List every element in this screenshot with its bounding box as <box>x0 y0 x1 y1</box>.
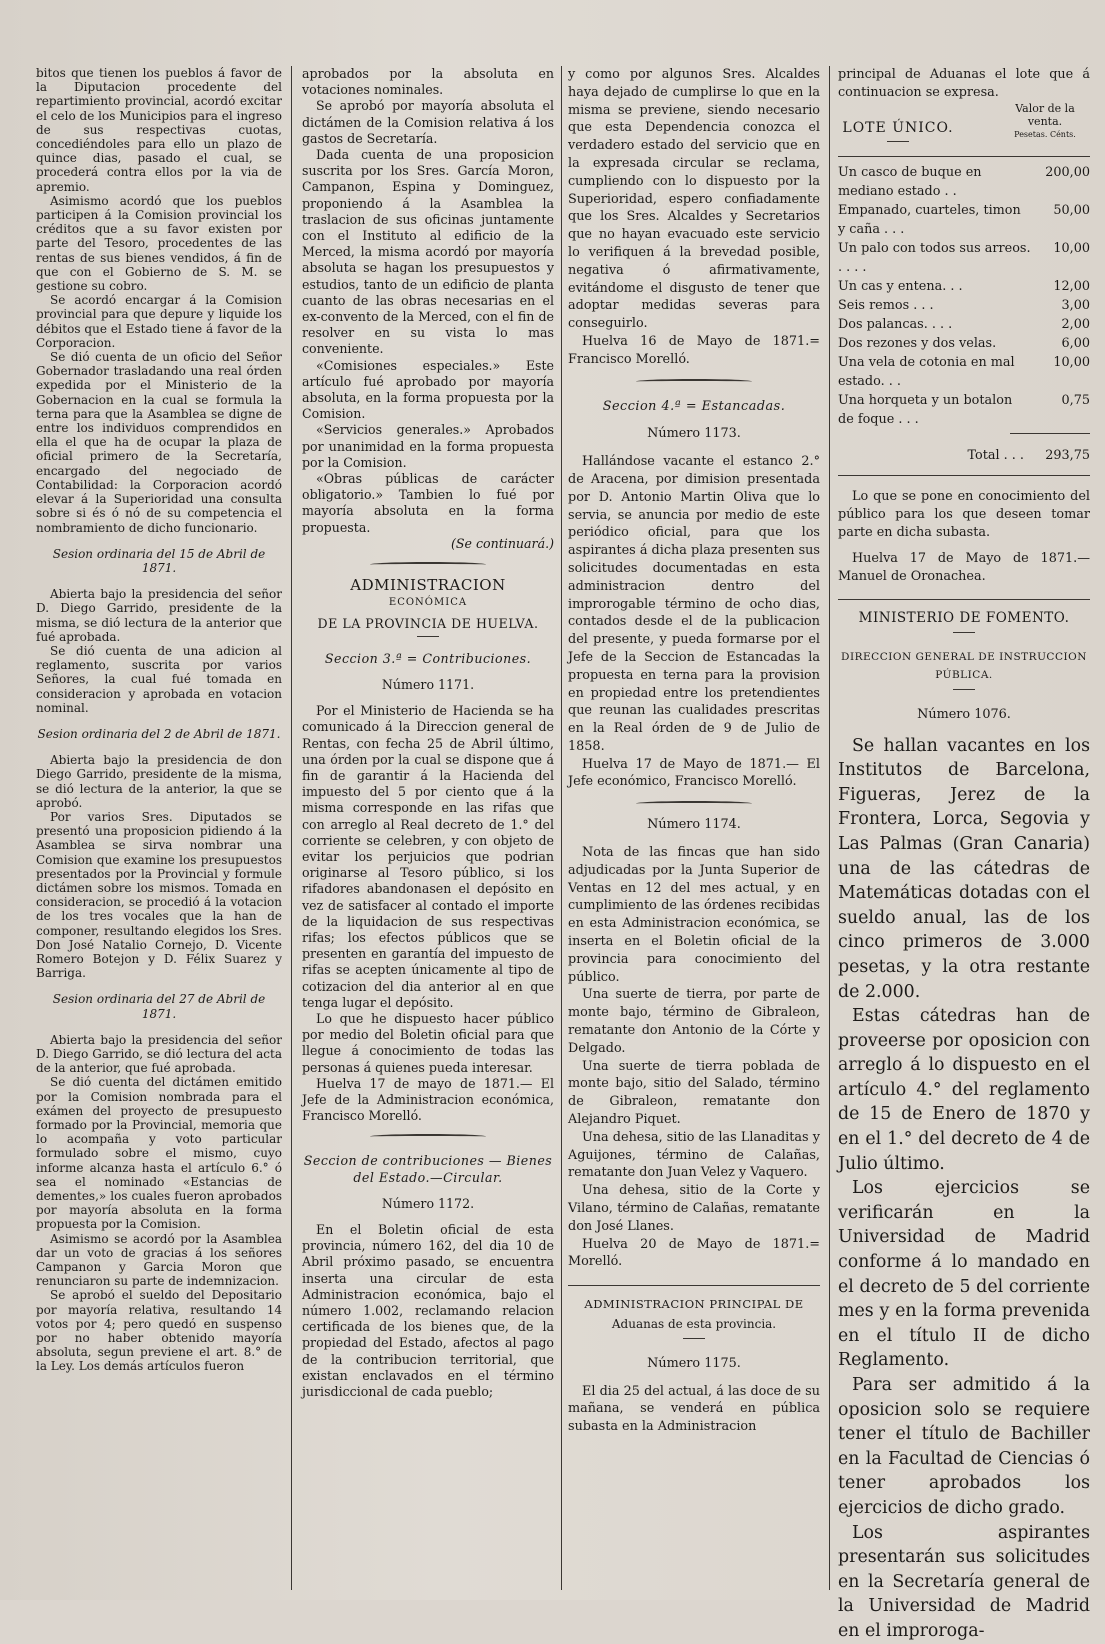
column-2 <box>302 66 554 1590</box>
paragraph: Asimismo acordó que los pueblos participen á la Comision provincial los créditos que a su favor existen por parte del Tesoro, procedentes de las rentas de sus bienes vendidos, á fin de que con el Gobierno de S. M. se gestione su cobro. <box>36 193 282 294</box>
separator <box>887 141 909 142</box>
column-1 <box>36 66 282 1590</box>
paragraph: Huelva 17 de Mayo de 1871.— Manuel de Oronachea. <box>838 550 1090 584</box>
column-rule <box>291 66 292 1590</box>
item-desc: Dos palancas. . . . <box>838 317 953 333</box>
separator <box>838 156 1090 157</box>
notice-number: Número 1174. <box>647 817 741 833</box>
paragraph: Huelva 17 de mayo de 1871.— El Jefe de la Administracion económica, Francisco Morelló. <box>302 1075 554 1124</box>
section-subtitle: ECONÓMICA <box>388 597 468 609</box>
value-label: Valor de la venta. <box>1015 101 1075 128</box>
separator <box>370 562 486 567</box>
item-desc: Un palo con todos sus arreos. . . . . <box>838 241 1031 276</box>
column-3 <box>568 66 820 1590</box>
item-value: 10,00 <box>1053 241 1090 257</box>
item-desc: Seis remos . . . <box>838 298 934 314</box>
paragraph: Una dehesa, sitio de las Llanaditas y Aguijones, término de Calañas, rematante don Juan Velez y Vaquero. <box>568 1129 820 1181</box>
separator <box>953 689 975 690</box>
paragraph: Los aspirantes presentarán sus solicitudes en la Secretaría general de la Universidad de Madrid en el improroga- <box>838 1522 1090 1641</box>
column-4 <box>838 66 1090 1641</box>
continued-note: (Se continuará.) <box>450 535 554 551</box>
separator <box>1010 433 1090 434</box>
paragraph: principal de Aduanas el lote que á continuacion se expresa. <box>838 67 1090 100</box>
paragraph: Se dió cuenta de un oficio del Señor Gobernador trasladando una real órden expedida por el Ministerio de la Gobernacion en la cual se formula la terna para que la Asamblea se digne de entre los individuos comprendidos en ella el que ha de ocupar la plaza de oficial primero de la Secretaría, encargado del negociado de Contabilidad: la Corporacion acordó elevar á la Superioridad una consulta sobre si és ó nó de su competencia el nombramiento de dicho funcionario. <box>36 350 282 535</box>
paragraph: Se dió cuenta del dictámen emitido por la Comision nombrada para el exámen del proyecto de presupuesto formado por la Provincial, memoria que lo acompaña y voto particular formulado sobre el mismo, cuyo informe alcanza hasta el artículo 6.° ó sea el nominado «Estancias de dementes,» los cuales fueron aprobados por mayoría absoluta en la forma propuesta por la Comision. <box>36 1075 282 1232</box>
separator <box>953 632 975 633</box>
separator <box>370 1134 486 1139</box>
item-value: 3,00 <box>1061 298 1090 314</box>
item-desc: Dos rezones y dos velas. <box>838 336 997 352</box>
session-heading: Sesion ordinaria del 2 de Abril de 1871. <box>37 726 281 741</box>
item-value: 200,00 <box>1045 165 1090 181</box>
paragraph: Abierta bajo la presidencia de don Diego Garrido, presidente de la misma, se dió lectura de la anterior, la que se aprobó. <box>36 753 282 810</box>
separator <box>568 1285 820 1286</box>
column-rule <box>561 66 562 1590</box>
paragraph: Se aprobó el sueldo del Depositario por mayoría relativa, resultando 14 votos por 4; pero quedó en suspenso por no haber obtenido mayoría absoluta, segun previene el art. 8.° de la Ley. Los demás artículos fueron <box>36 1288 282 1374</box>
paragraph: Nota de las fincas que han sido adjudicadas por la Junta Superior de Ventas en 12 del mes actual, y en cumplimiento de las órdenes recibidas en esta Administracion económica, se inserta en el Boletin oficial de la provincia para conocimiento del público. <box>568 845 820 985</box>
lot-item <box>838 334 1090 353</box>
notice-number: Número 1076. <box>917 706 1011 722</box>
paragraph: «Servicios generales.» Aprobados por unanimidad en la forma propuesta por la Comision. <box>302 422 554 470</box>
notice-number: Número 1175. <box>647 1355 741 1371</box>
lot-total <box>838 446 1090 465</box>
separator <box>838 599 1090 600</box>
lot-item <box>838 353 1090 391</box>
paragraph: y como por algunos Sres. Alcaldes haya dejado de cumplirse lo que en la misma se previene, siendo necesario que esta Dependencia conozca el verdadero estado del servicio que en la expresada circular se reclama, cumpliendo con lo dispuesto por la Superioridad, espero confiadamente que los Sres. Alcaldes y Secretarios que no hayan evacuado este servicio lo verifiquen á la brevedad posible, negativa ó afirmativamente, evitándome el disgusto de tener que adoptar medidas severas para conseguirlo. <box>568 67 820 332</box>
session-heading: Sesion ordinaria del 27 de Abril de 1871. <box>52 992 266 1021</box>
paragraph: Abierta bajo la presidencia del señor D. Diego Garrido, se dió lectura del acta de la anterior, que fué aprobada. <box>36 1032 282 1076</box>
paragraph: Una dehesa, sitio de la Corte y Vilano, término de Calañas, rematante don José Llanes. <box>568 1183 820 1234</box>
total-value: 293,75 <box>1045 448 1090 464</box>
paragraph: Los ejercicios se verificarán en la Universidad de Madrid conforme á lo mandado en el decreto de 5 del corriente mes y en la forma prevenida en el título II de dicho Reglamento. <box>838 1178 1090 1371</box>
paragraph: El dia 25 del actual, á las doce de su mañana, se venderá en pública subasta en la Administracion <box>568 1383 820 1435</box>
section-subtitle: Aduanas de esta provincia. <box>611 1317 777 1331</box>
paragraph: En el Boletin oficial de esta provincia, número 162, del dia 10 de Abril próximo pasado, se encuentra inserta una circular de esta Administracion económica, bajo el número 1.002, reclamando relacion certificada de los bienes que, de la propiedad del Estado, afectos al pago de la contribucion territorial, que existan enclavados en el término jurisdiccional de cada pueblo; <box>302 1222 554 1400</box>
separator <box>636 379 752 384</box>
notice-number: Número 1171. <box>381 676 475 692</box>
notice-number: Número 1172. <box>381 1195 475 1211</box>
notice-number: Número 1173. <box>647 426 741 442</box>
paragraph: Por varios Sres. Diputados se presentó una proposicion pidiendo á la Asamblea se sirva nombrar una Comision que examine los presupuestos presentados por la Provincial y formule dictámen sobre los mismos. Tomada en consideracion, se procedió á la votacion de los tres vocales que la han de componer, resultando elegidos los Sres. Don José Natalio Cornejo, D. Vicente Romero Botejon y D. Félix Suarez y Barriga. <box>36 809 282 981</box>
item-desc: Una horqueta y un botalon de foque . . . <box>838 393 1013 428</box>
item-value: 50,00 <box>1053 203 1090 219</box>
value-units: Pesetas. Cénts. <box>1014 129 1076 139</box>
section-title: DE LA PROVINCIA DE HUELVA. <box>317 615 539 631</box>
item-desc: Empanado, cuarteles, timon y caña . . . <box>838 203 1021 238</box>
paragraph: Una suerte de tierra poblada de monte bajo, sitio del Salado, término de Gibraleon, rematante don Alejandro Piquet. <box>568 1058 820 1128</box>
lot-item <box>838 391 1090 429</box>
section-title: MINISTERIO DE FOMENTO. <box>858 610 1070 627</box>
section-heading: Seccion de contribuciones — Bienes del Estado.—Circular. <box>303 1153 553 1185</box>
section-subtitle: DIRECCION GENERAL DE INSTRUCCION PÚBLICA. <box>841 651 1087 681</box>
lot-item <box>838 163 1090 201</box>
separator <box>417 636 439 637</box>
lot-item <box>838 239 1090 277</box>
item-desc: Un casco de buque en mediano estado . . <box>838 165 982 200</box>
lot-title: LOTE ÚNICO. <box>842 119 954 136</box>
item-value: 10,00 <box>1053 355 1090 371</box>
separator <box>636 801 752 806</box>
paragraph: bitos que tienen los pueblos á favor de la Diputacion procedente del repartimiento provincial, acordó excitar el celo de los Municipios para el ingreso de sus respectivas cuotas, concediéndoles para ello un plazo de quince dias, pasado el cual, se procederá contra ellos por la via de apremio. <box>36 66 282 194</box>
section-heading: Seccion 3.ª = Contribuciones. <box>324 650 532 666</box>
lot-header <box>838 102 1090 147</box>
paragraph: Se hallan vacantes en los Institutos de Barcelona, Figueras, Jerez de la Frontera, Lorca, Segovia y Las Palmas (Gran Canaria) una de las cátedras de Matemáticas dotadas con el sueldo anual, las de los cinco primeros de 3.000 pesetas, y la otra restante de 2.000. <box>838 735 1090 1002</box>
paragraph: Se aprobó por mayoría absoluta el dictámen de la Comision relativa á los gastos de Secretaría. <box>302 98 554 146</box>
paragraph: Hallándose vacante el estanco 2.° de Aracena, por dimision presentada por D. Antonio Martin Oliva que lo servia, se anuncia por medio de este periódico oficial, para que los aspirantes á dicha plaza presenten sus solicitudes documentadas en esta administracion dentro del improrogable término de ocho dias, contados desde el de la publicacion del presente, y pueda formarse por el Jefe de la Seccion de Estancadas la propuesta en terna para la provision en propiedad entre los pretendientes que reunan las cualidades prescritas en la Real órden de 9 de Julio de 1858. <box>568 454 820 754</box>
lot-item <box>838 201 1090 239</box>
paragraph: Se acordó encargar á la Comision provincial para que depure y liquide los débitos que el Estado tiene á favor de la Corporacion. <box>36 293 282 350</box>
column-rule <box>829 66 830 1590</box>
paragraph: Huelva 20 de Mayo de 1871.= Morelló. <box>568 1236 820 1270</box>
paragraph: Estas cátedras han de proveerse por oposicion con arreglo á lo dispuesto en el artículo 4.° del reglamento de 15 de Enero de 1870 y en el 1.° del decreto de 4 de Julio último. <box>838 1006 1090 1174</box>
session-heading: Sesion ordinaria del 15 de Abril de 1871. <box>52 546 266 575</box>
section-title: ADMINISTRACION PRINCIPAL DE <box>584 1297 804 1312</box>
paragraph: Abierta bajo la presidencia del señor D. Diego Garrido, presidente de la misma, se dió lectura de la anterior que fué aprobada. <box>36 587 282 644</box>
item-value: 6,00 <box>1061 336 1090 352</box>
paragraph: Para ser admitido á la oposicion solo se requiere tener el título de Bachiller en la Facultad de Ciencias ó tener aprobados los ejercicios de dicho grado. <box>838 1375 1090 1518</box>
paragraph: aprobados por la absoluta en votaciones nominales. <box>302 66 554 98</box>
paragraph: Una suerte de tierra, por parte de monte bajo, término de Gibraleon, rematante don Antonio de la Córte y Delgado. <box>568 987 820 1056</box>
lot-item <box>838 315 1090 334</box>
item-desc: Un cas y entena. . . <box>838 279 963 295</box>
paragraph: Asimismo se acordó por la Asamblea dar un voto de gracias á los señores Campanon y Garcia Moron que renunciaron su parte de indemnizacion. <box>36 1231 282 1289</box>
paragraph: Se dió cuenta de una adicion al reglamento, suscrita por varios Señores, la cual fué tomada en consideracion y aprobada en votacion nominal. <box>36 643 282 715</box>
lot-item <box>838 277 1090 296</box>
section-title: ADMINISTRACION <box>350 576 506 595</box>
paragraph: «Comisiones especiales.» Este artículo fué aprobado por mayoría absoluta, en la forma propuesta por la Comision. <box>302 357 554 422</box>
total-label: Total . . . <box>967 448 1024 464</box>
paragraph: Huelva 17 de Mayo de 1871.— El Jefe económico, Francisco Morelló. <box>568 756 820 790</box>
paragraph: Dada cuenta de una proposicion suscrita por los Sres. García Moron, Campanon, Espina y Dominguez, proponiendo á la Asamblea la traslacion de sus oficinas juntamente con el Instituto al edificio de la Merced, la misma acordó por mayoría absoluta se hagan los presupuestos y estudios, tanto de un edificio de planta cuanto de las obras necesarias en el ex-convento de la Merced, con el fin de resolver en su vista lo mas conveniente. <box>302 147 554 357</box>
value-header <box>1000 102 1090 141</box>
separator <box>838 475 1090 476</box>
lot-item <box>838 296 1090 315</box>
lot-items <box>838 163 1090 429</box>
item-value: 2,00 <box>1061 317 1090 333</box>
paragraph: Por el Ministerio de Hacienda se ha comunicado á la Direccion general de Rentas, con fecha 25 de Abril último, una órden por la cual se dispone que á fin de garantir á la Hacienda del impuesto del 5 por ciento que á la misma corresponde en las rifas que con arreglo al Real decreto de 1.° del corriente se celebren, y con objeto de evitar los perjuicios que podrian originarse al Tesoro público, si los rifadores abandonasen el depósito en vez de satisfacer al contado el importe de la liquidacion de sus respectivas rifas; los efectos públicos que se presenten en garantía del impuesto de rifas se acepten únicamente al tipo de cotizacion del dia anterior al en que tenga lugar el depósito. <box>302 703 554 1010</box>
paragraph: Huelva 16 de Mayo de 1871.= Francisco Morelló. <box>568 333 820 367</box>
paragraph: «Obras públicas de carácter obligatorio.» Tambien lo fué por mayoría absoluta en la forma propuesta. <box>302 471 554 535</box>
paragraph: Lo que he dispuesto hacer público por medio del Boletin oficial para que llegue á conocimiento de todas las personas á quienes pueda interesar. <box>302 1010 554 1075</box>
section-heading: Seccion 4.ª = Estancadas. <box>602 398 786 414</box>
paragraph: Lo que se pone en conocimiento del público para los que deseen tomar parte en dicha subasta. <box>838 489 1090 540</box>
item-value: 0,75 <box>1061 393 1090 409</box>
separator <box>683 1338 705 1339</box>
item-desc: Una vela de cotonia en mal estado. . . <box>838 355 1015 390</box>
item-value: 12,00 <box>1053 279 1090 295</box>
